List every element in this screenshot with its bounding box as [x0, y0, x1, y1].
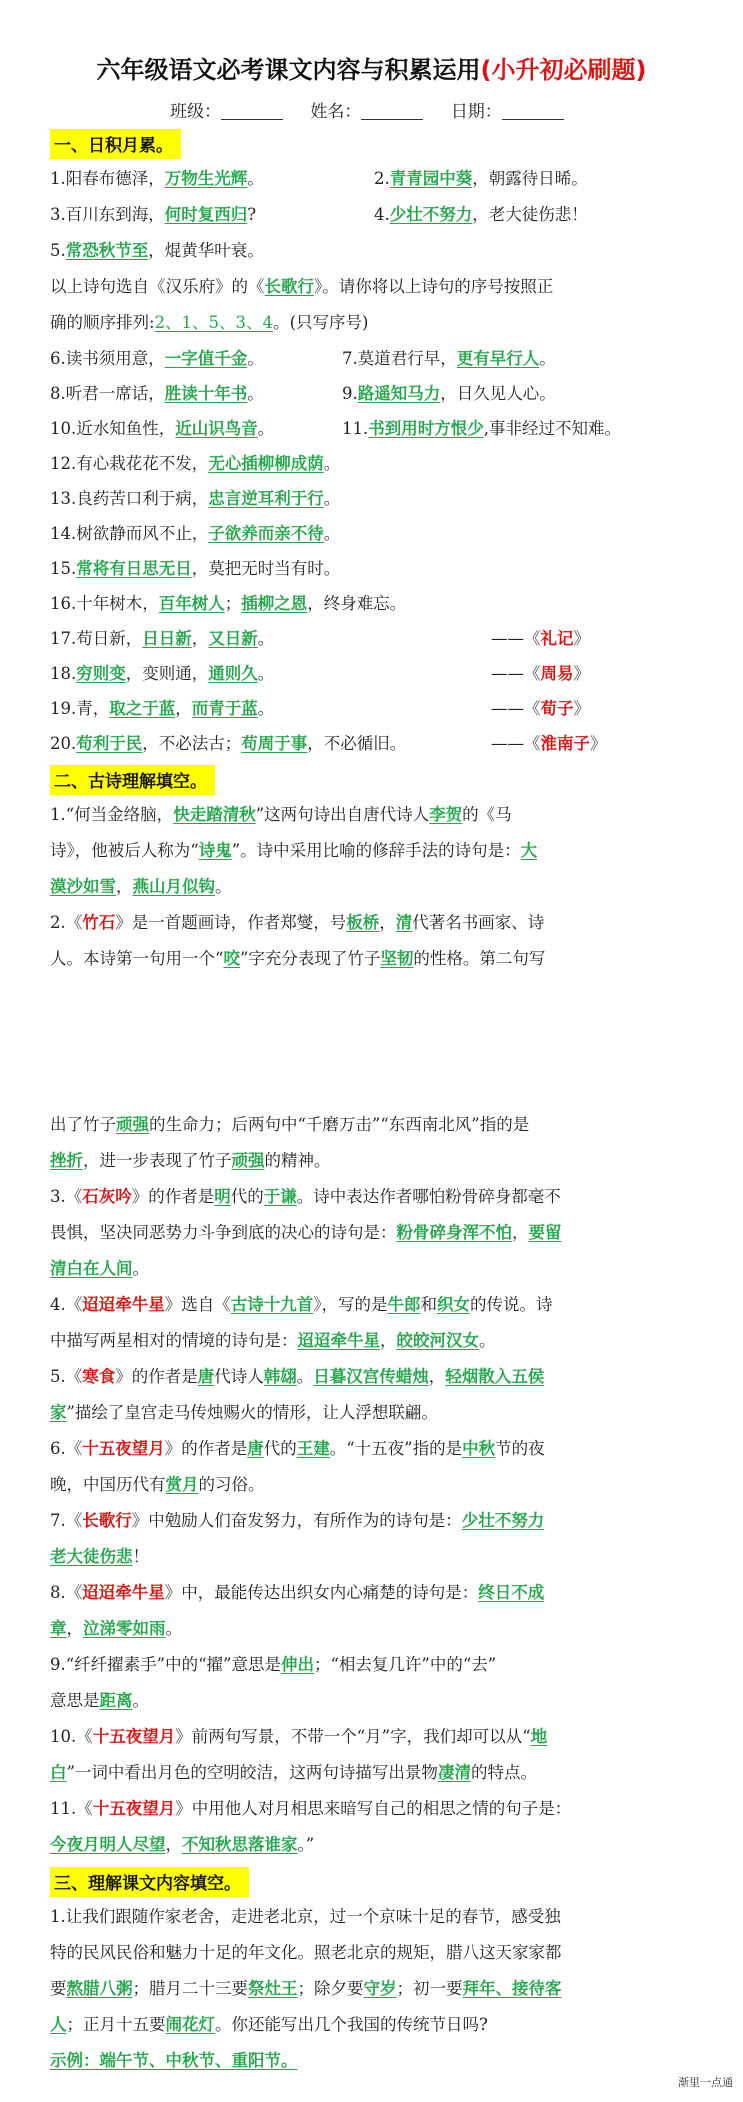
s1-item-11: 11.书到用时方恨少,事非经过不知难。 [342, 419, 621, 438]
s2-q2-line3: 出了竹子顽强的生命力；后两句中“千磨万击”“东西南北风”指的是 [50, 1115, 530, 1134]
s3-p1-line2: 特的民风民俗和魅力十足的年文化。照老北京的规矩，腊八这天家家都 [50, 1943, 562, 1962]
class-field[interactable] [221, 103, 283, 120]
s2-q6-line1: 6.《十五夜望月》的作者是唐代的王建。“十五夜”指的是中秋节的夜 [50, 1439, 545, 1458]
s2-q10-line2: 白”一词中看出月色的空明皎洁，这两句诗描写出景物凄清的特点。 [50, 1763, 537, 1782]
name-label: 姓名： [310, 102, 362, 122]
s2-q7-line1: 7.《长歌行》中勉励人们奋发努力，有所作为的诗句是：少壮不努力 [50, 1511, 545, 1530]
s1-item-17: 17.苟日新，日日新，又日新。 [50, 629, 275, 648]
s1-item-19-source: ——《荀子》 [491, 699, 590, 718]
s2-q5-line1: 5.《寒食》的作者是唐代诗人韩翃。日暮汉宫传蜡烛，轻烟散入五侯 [50, 1367, 545, 1386]
s2-q2-line4: 挫折，进一步表现了竹子顽强的精神。 [50, 1151, 331, 1170]
page-title [0, 50, 743, 85]
s3-p1-line5: 示例：端午节、中秋节、重阳节。 [50, 2051, 298, 2070]
s2-q1-line2: 诗》，他被后人称为“诗鬼”。诗中采用比喻的修辞手法的诗句是：大 [50, 841, 538, 860]
s1-source-line: 以上诗句选自《汉乐府》的《长歌行》。请你将以上诗句的序号按照正 [50, 277, 554, 296]
date-label: 日期： [450, 102, 502, 122]
s1-item-4: 4.少壮不努力，老大徒伤悲！ [374, 205, 588, 224]
s2-q9-line2: 意思是距离。 [50, 1691, 149, 1710]
s2-q7-line2: 老大徒伤悲！ [50, 1547, 149, 1566]
s2-q3-line2: 畏惧，坚决同恶势力斗争到底的决心的诗句是：粉骨碎身浑不怕，要留 [50, 1223, 562, 1242]
s3-p1-line1: 1.让我们跟随作家老舍，走进老北京，过一个京味十足的春节，感受独 [50, 1907, 561, 1926]
s2-q10-line1: 10.《十五夜望月》前两句写景，不带一个“月”字，我们却可以从“地 [50, 1727, 548, 1746]
s1-item-10: 10.近水知鱼性，近山识鸟音。 [50, 419, 275, 438]
s1-item-1: 1.阳春布德泽，万物生光辉。 [50, 169, 264, 188]
s1-item-2: 2.青青园中葵，朝露待日晞。 [374, 169, 588, 188]
s1-order-line: 确的顺序排列:2、1、5、3、4。(只写序号) [50, 313, 369, 332]
s1-item-12: 12.有心栽花花不发，无心插柳柳成荫。 [50, 454, 341, 473]
s2-q9-line1: 9.“纤纤擢素手”中的“擢”意思是伸出；“相去复几许”中的“去” [50, 1655, 497, 1674]
s2-q4-line1: 4.《迢迢牵牛星》选自《古诗十九首》，写的是牛郎和织女的传说。诗 [50, 1295, 553, 1314]
s3-p1-line4: 人；正月十五要闹花灯。你还能写出几个我国的传统节日吗? [50, 2015, 488, 2034]
s2-q4-line2: 中描写两星相对的情境的诗句是：迢迢牵牛星，皎皎河汉女。 [50, 1331, 496, 1350]
section2-heading: 二、古诗理解填空。 [50, 765, 215, 795]
s1-item-15: 15.常将有日思无日，莫把无时当有时。 [50, 559, 341, 578]
s1-item-9: 9.路遥知马力，日久见人心。 [342, 384, 556, 403]
s2-q2-line1: 2.《竹石》是一首题画诗，作者郑燮，号板桥，清代著名书画家、诗 [50, 913, 545, 932]
s1-item-14: 14.树欲静而风不止，子欲养而亲不待。 [50, 524, 341, 543]
s1-item-17-source: ——《礼记》 [491, 629, 590, 648]
section3-heading: 三、理解课文内容填空。 [50, 1867, 249, 1897]
s2-q1-line1: 1.“何当金络脑，快走踏清秋”这两句诗出自唐代诗人李贺的《马 [50, 805, 512, 824]
s1-item-7: 7.莫道君行早，更有早行人。 [342, 349, 556, 368]
name-field[interactable] [361, 103, 423, 120]
date-field[interactable] [502, 103, 564, 120]
s1-item-16: 16.十年树木，百年树人；插柳之恩，终身难忘。 [50, 594, 407, 613]
s2-q1-line3: 漠沙如雪，燕山月似钩。 [50, 877, 232, 896]
s2-q3-line1: 3.《石灰吟》的作者是明代的于谦。诗中表达作者哪怕粉骨碎身都毫不 [50, 1187, 561, 1206]
s2-q3-line3: 清白在人间。 [50, 1259, 149, 1278]
class-label: 班级： [170, 102, 221, 122]
s1-item-3: 3.百川东到海，何时复西归? [50, 205, 257, 224]
s1-item-20: 20.苟利于民，不必法古；苟周于事，不必循旧。 [50, 734, 407, 753]
section1-heading: 一、日积月累。 [50, 129, 181, 159]
title-main: 六年级语文必考课文内容与积累运用 [96, 56, 481, 84]
s1-item-20-source: ——《淮南子》 [491, 734, 607, 753]
s1-item-19: 19.青，取之于蓝，而青于蓝。 [50, 699, 275, 718]
s2-q8-line1: 8.《迢迢牵牛星》中，最能传达出织女内心痛楚的诗句是：终日不成 [50, 1583, 545, 1602]
s2-q11-line2: 今夜月明人尽望，不知秋思落谁家。” [50, 1835, 315, 1854]
s1-item-18: 18.穷则变，变则通，通则久。 [50, 664, 275, 683]
s2-q5-line2: 家”描绘了皇宫走马传烛赐火的情形，让人浮想联翩。 [50, 1403, 438, 1422]
s2-q6-line2: 晚，中国历代有赏月的习俗。 [50, 1475, 265, 1494]
s1-item-5: 5.常恐秋节至，焜黄华叶衰。 [50, 241, 264, 260]
s2-q11-line1: 11.《十五夜望月》中用他人对月相思来暗写自己的相思之情的句子是： [50, 1799, 572, 1818]
s2-q2-line2: 人。本诗第一句用一个“咬”字充分表现了竹子坚韧的性格。第二句写 [50, 949, 546, 968]
s1-item-6: 6.读书须用意，一字值千金。 [50, 349, 264, 368]
s2-q8-line2: 章，泣涕零如雨。 [50, 1619, 182, 1638]
student-info-line [170, 97, 586, 122]
s1-item-13: 13.良药苦口利于病，忠言逆耳利于行。 [50, 489, 341, 508]
s1-item-8: 8.听君一席话，胜读十年书。 [50, 384, 264, 403]
title-paren: (小升初必刷题) [480, 56, 647, 84]
footer-watermark: 渐里一点通 [678, 2076, 733, 2089]
s3-p1-line3: 要熬腊八粥；腊月二十三要祭灶王；除夕要守岁；初一要拜年、接待客 [50, 1979, 562, 1998]
s1-item-18-source: ——《周易》 [491, 664, 590, 683]
